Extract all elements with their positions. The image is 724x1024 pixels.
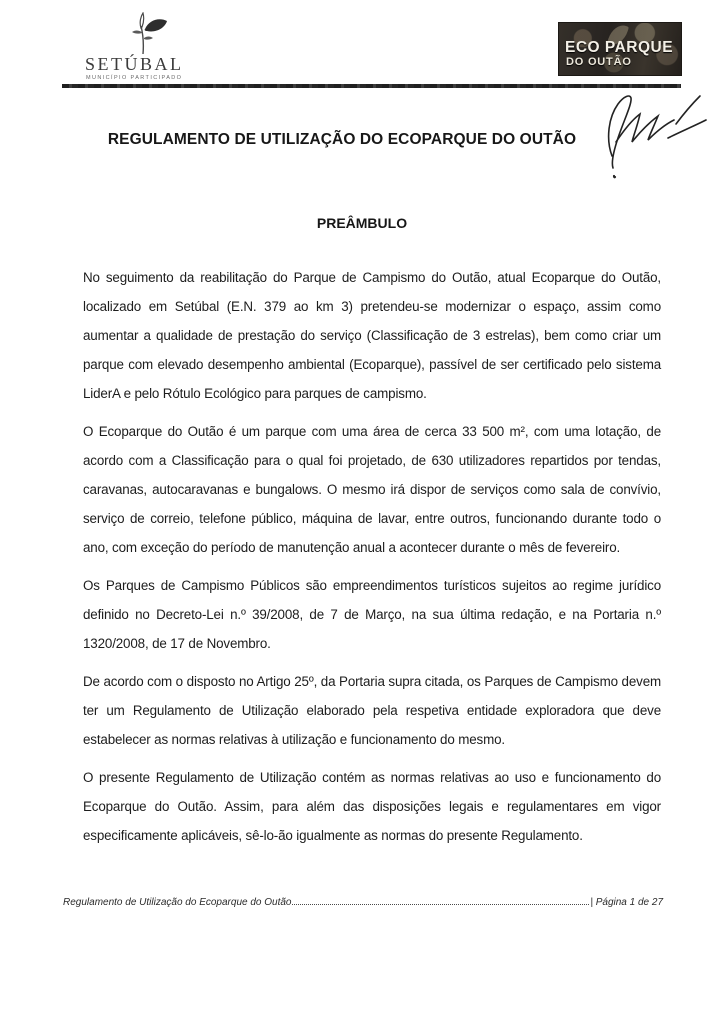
page-title: REGULAMENTO DE UTILIZAÇÃO DO ECOPARQUE DO OUTÃO — [107, 131, 577, 148]
setubal-municipality-logo — [85, 12, 215, 80]
paragraph: Os Parques de Campismo Públicos são empreendimentos turísticos sujeitos ao regime jurídico definido no Decreto-Lei n.º 39/2008, de 7 de Março, na sua última redação, e na Portaria n.º 1320/2008, de 17 de Novembro. — [83, 578, 661, 651]
paragraph: O Ecoparque do Outão é um parque com uma área de cerca 33 500 m², com uma lotação, de acordo com a Classificação para o qual foi projetado, de 630 utilizadores repartidos por tendas, caravanas, autocaravanas e bungalows. O mesmo irá dispor de serviços como sala de convívio, serviço de correio, telefone público, máquina de lavar, entre outros, funcionando durante todo o ano, com exceção do período de manutenção anual a acontecer durante o mês de fevereiro. — [83, 424, 661, 555]
setubal-tagline: MUNICÍPIO PARTICIPADO — [86, 75, 183, 81]
document-body — [83, 263, 661, 859]
paragraph: No seguimento da reabilitação do Parque de Campismo do Outão, atual Ecoparque do Outão, localizado em Setúbal (E.N. 379 ao km 3) pretendeu-se modernizar o espaço, assim como aumentar a qualidade de prestação do serviço (Classificação de 3 estrelas), bem como criar um parque com elevado desempenho ambiental (Ecoparque), passível de ser certificado pelo sistema LiderA e pelo Rótulo Ecológico para parques de campismo. — [83, 270, 661, 401]
paragraph: De acordo com o disposto no Artigo 25º, da Portaria supra citada, os Parques de Campismo devem ter um Regulamento de Utilização elaborado pela respetiva entidade exploradora que deve estabelecer as normas relativas à utilização e funcionamento do mesmo. — [83, 674, 661, 747]
footer-page-indicator: | Página 1 de 27 — [590, 897, 663, 908]
page-footer — [63, 897, 663, 908]
setubal-wordmark: SETÚBAL — [85, 54, 184, 74]
section-heading: PREÂMBULO — [316, 215, 408, 231]
ecoparque-logo — [558, 22, 682, 76]
ecoparque-logo-line1: ECO PARQUE — [565, 39, 674, 56]
header-divider — [62, 84, 681, 88]
plant-bird-icon — [129, 12, 171, 54]
handwritten-signature — [598, 90, 714, 182]
footer-dotted-leader — [292, 904, 589, 905]
ecoparque-logo-line2: DO OUTÃO — [566, 56, 632, 68]
footer-doc-name: Regulamento de Utilização do Ecoparque do Outão — [63, 897, 292, 908]
paragraph: O presente Regulamento de Utilização contém as normas relativas ao uso e funcionamento do Ecoparque do Outão. Assim, para além das disposições legais e regulamentares em vigor especificamente aplicáveis, sê-lo-ão igualmente as normas do presente Regulamento. — [83, 770, 661, 843]
